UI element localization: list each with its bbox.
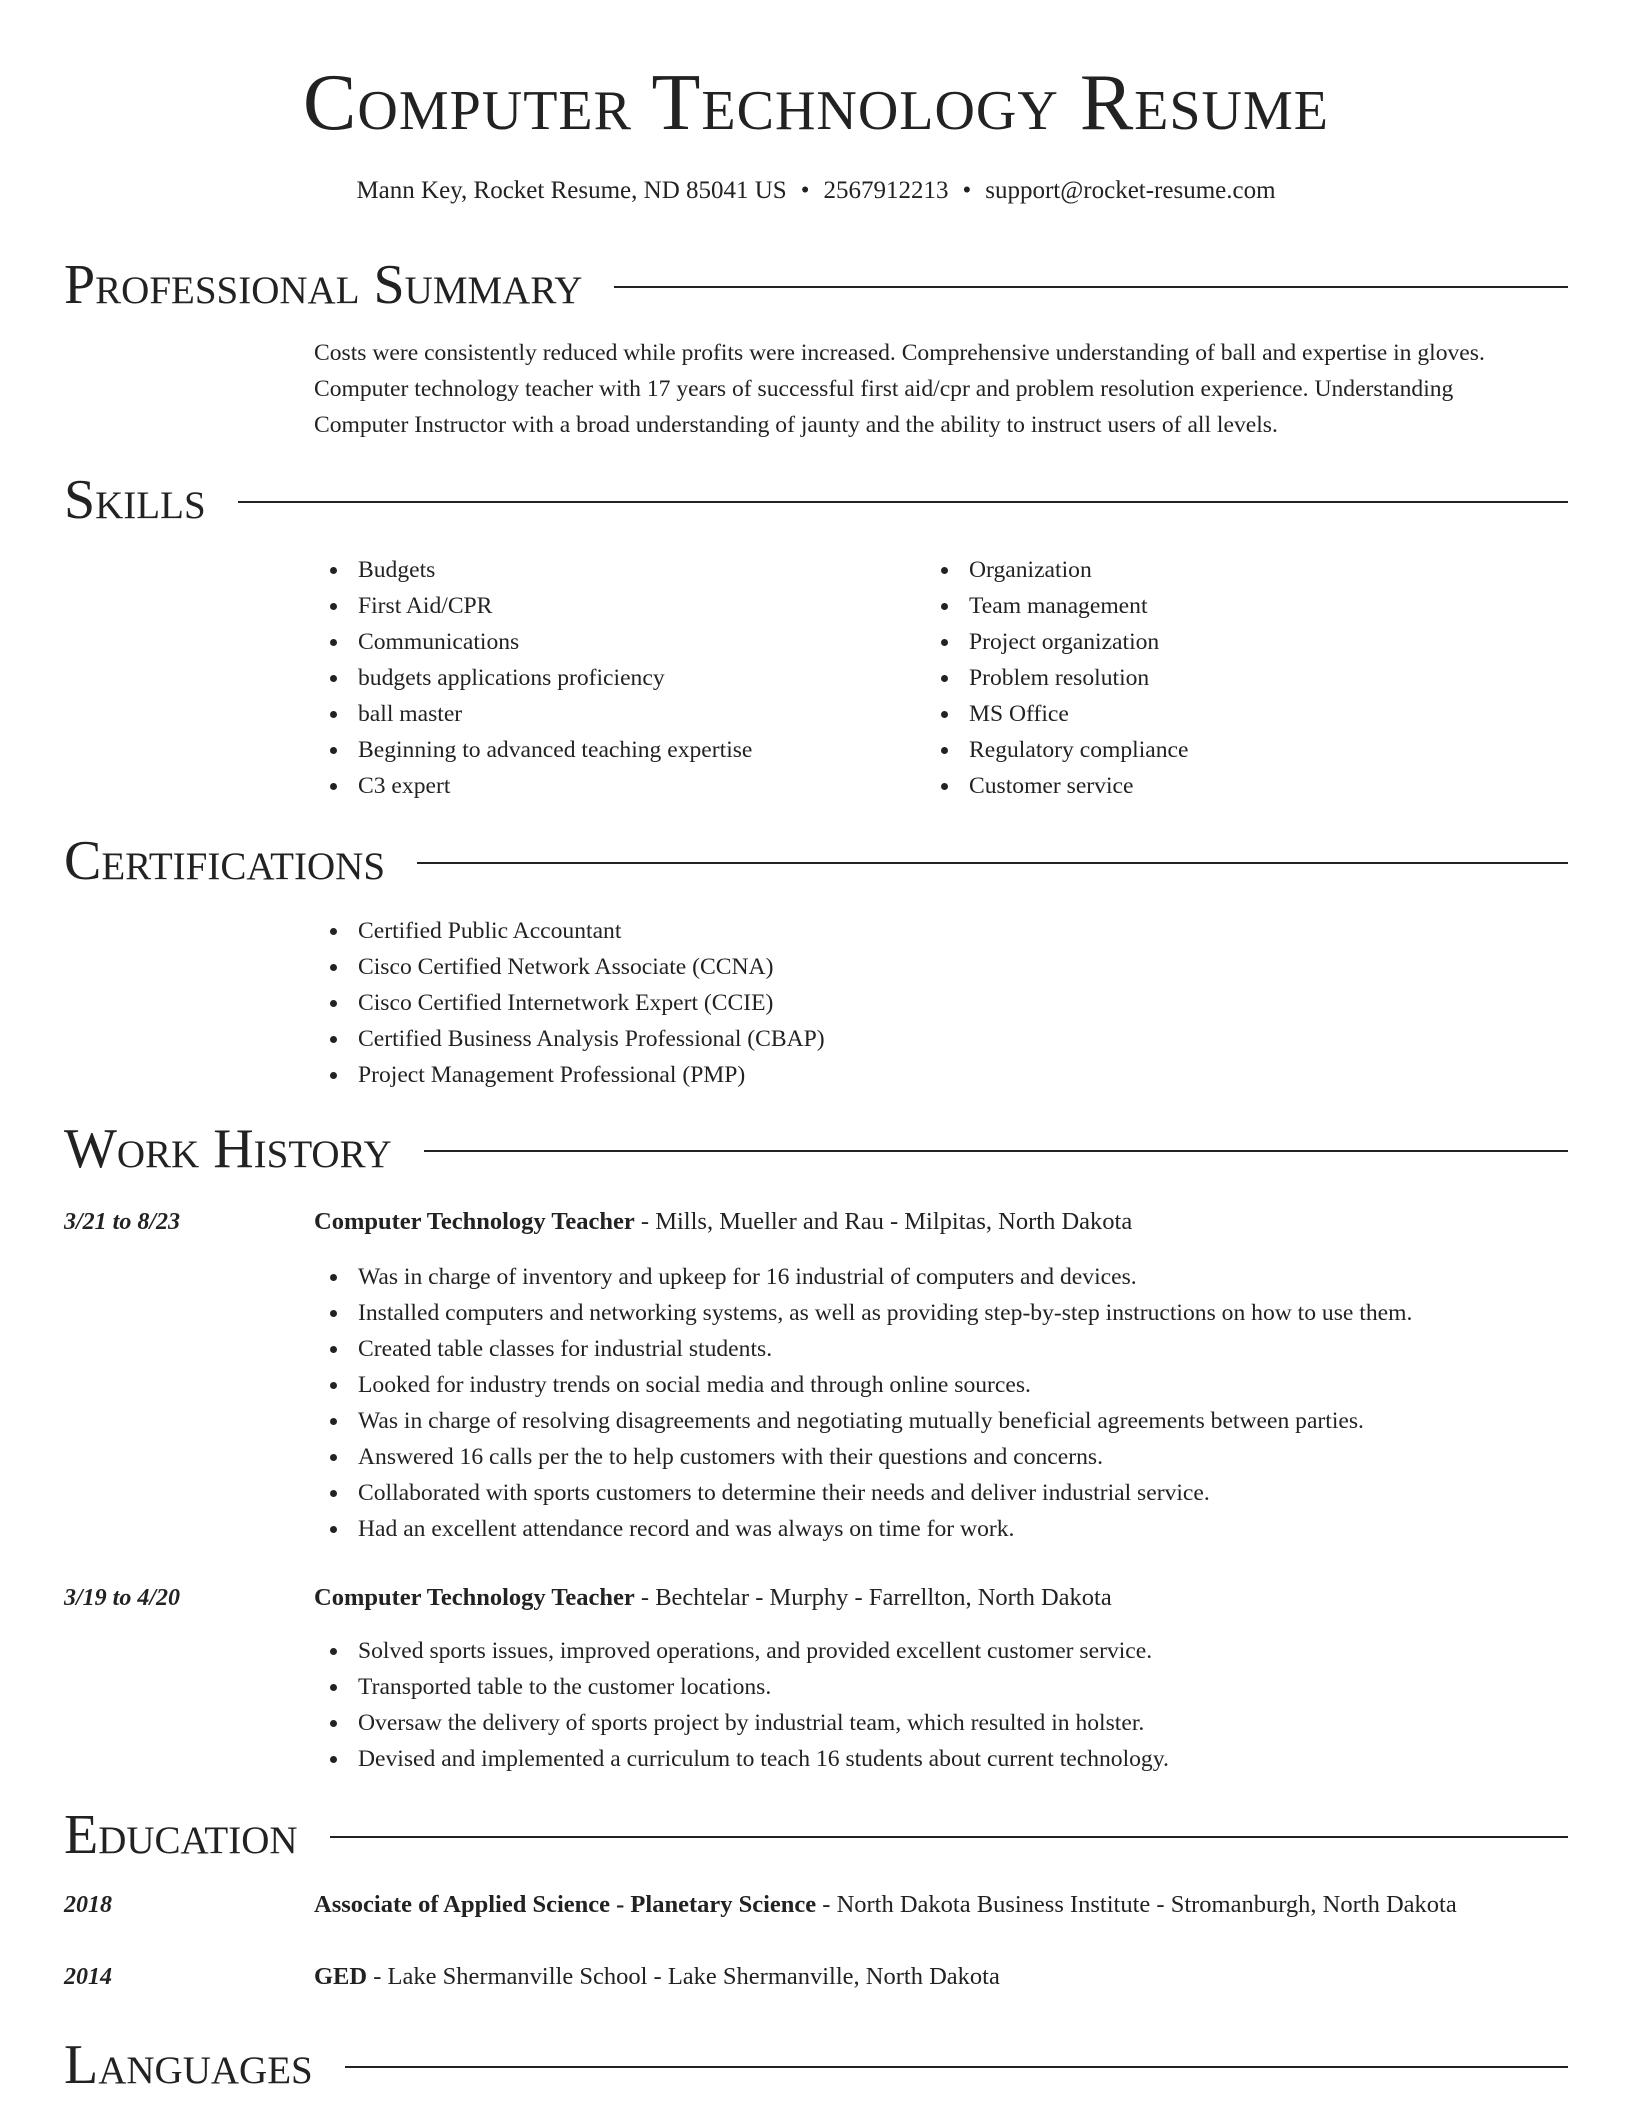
certification-item: Certified Business Analysis Professional (CBAP) [314, 1021, 825, 1057]
skill-item: Budgets [314, 552, 752, 588]
contact-line [0, 175, 1632, 207]
job-duty-item: Oversaw the delivery of sports project by industrial team, which resulted in holster. [314, 1705, 1169, 1741]
certifications-list [314, 913, 825, 1093]
skill-item: Team management [925, 588, 1188, 624]
section-divider [417, 862, 1568, 864]
certification-item: Certified Public Accountant [314, 913, 825, 949]
section-title-education: Education [64, 1804, 298, 1866]
skill-item: budgets applications proficiency [314, 660, 752, 696]
skill-item: ball master [314, 696, 752, 732]
section-title-summary: Professional Summary [64, 254, 583, 316]
education-year: 2014 [64, 1964, 112, 1990]
job-duty-item: Had an excellent attendance record and was always on time for work. [314, 1511, 1412, 1547]
summary-line: Costs were consistently reduced while profits were increased. Comprehensive understanding of ball and expertise in gloves. [314, 340, 1485, 366]
job-title: Computer Technology Teacher [314, 1584, 635, 1611]
section-title-certifications: Certifications [64, 830, 386, 892]
job-duty-item: Was in charge of inventory and upkeep for 16 industrial of computers and devices. [314, 1259, 1412, 1295]
job-duty-item: Installed computers and networking systems, as well as providing step-by-step instructions on how to use them. [314, 1295, 1412, 1331]
skill-item: MS Office [925, 696, 1188, 732]
section-divider [238, 501, 1568, 503]
contact-address: Mann Key, Rocket Resume, ND 85041 US [356, 177, 787, 204]
summary-line: Computer technology teacher with 17 years of successful first aid/cpr and problem resolution experience. Understanding [314, 376, 1454, 402]
job-duty-item: Collaborated with sports customers to determine their needs and deliver industrial service. [314, 1475, 1412, 1511]
job-duties [314, 1259, 1412, 1547]
skills-column-right [925, 552, 1188, 804]
summary-text [314, 335, 1574, 443]
skill-item: Regulatory compliance [925, 732, 1188, 768]
education-degree: Associate of Applied Science - Planetary Science [314, 1891, 817, 1918]
job-duty-item: Looked for industry trends on social media and through online sources. [314, 1367, 1412, 1403]
job-dates: 3/21 to 8/23 [64, 1209, 181, 1235]
job-duty-item: Answered 16 calls per the to help customers with their questions and concerns. [314, 1439, 1412, 1475]
skill-item: C3 expert [314, 768, 752, 804]
section-header-languages [64, 2035, 1568, 2095]
education-school: - North Dakota Business Institute - Stromanburgh, North Dakota [816, 1891, 1457, 1918]
job-title: Computer Technology Teacher [314, 1208, 635, 1235]
skill-item: Communications [314, 624, 752, 660]
section-title-work: Work History [64, 1118, 392, 1180]
job-duty-item: Was in charge of resolving disagreements and negotiating mutually beneficial agreements between parties. [314, 1403, 1412, 1439]
certification-item: Cisco Certified Network Associate (CCNA) [314, 949, 825, 985]
job-dates: 3/19 to 4/20 [64, 1585, 181, 1611]
section-divider [614, 286, 1568, 288]
skill-item: Problem resolution [925, 660, 1188, 696]
section-header-education [64, 1805, 1568, 1865]
job-duties [314, 1633, 1169, 1777]
contact-email: support@rocket-resume.com [985, 177, 1276, 204]
job-employer: - Mills, Mueller and Rau - Milpitas, North Dakota [634, 1208, 1133, 1235]
section-header-skills [64, 470, 1568, 530]
education-school: - Lake Shermanville School - Lake Shermanville, North Dakota [367, 1963, 1000, 1990]
section-title-languages: Languages [64, 2034, 313, 2096]
skill-item: First Aid/CPR [314, 588, 752, 624]
summary-line: Computer Instructor with a broad understanding of jaunty and the ability to instruct users of all levels. [314, 412, 1278, 438]
skill-item: Beginning to advanced teaching expertise [314, 732, 752, 768]
section-header-work [64, 1119, 1568, 1179]
job-heading [314, 1204, 1132, 1240]
contact-separator: • [800, 177, 810, 204]
section-divider [424, 1150, 1568, 1152]
section-divider [330, 1836, 1568, 1838]
contact-separator: • [962, 177, 972, 204]
job-duty-item: Solved sports issues, improved operations, and provided excellent customer service. [314, 1633, 1169, 1669]
education-year: 2018 [64, 1892, 112, 1918]
section-header-certifications [64, 831, 1568, 891]
resume-title: Computer Technology Resume [303, 59, 1329, 147]
job-employer: - Bechtelar - Murphy - Farrellton, North Dakota [634, 1584, 1112, 1611]
section-header-summary [64, 255, 1568, 315]
certification-item: Project Management Professional (PMP) [314, 1057, 825, 1093]
skill-item: Customer service [925, 768, 1188, 804]
skill-item: Organization [925, 552, 1188, 588]
certification-item: Cisco Certified Internetwork Expert (CCIE) [314, 985, 825, 1021]
job-duty-item: Created table classes for industrial students. [314, 1331, 1412, 1367]
job-heading [314, 1580, 1112, 1616]
section-title-skills: Skills [64, 469, 206, 531]
skill-item: Project organization [925, 624, 1188, 660]
education-degree: GED [314, 1963, 368, 1990]
section-divider [345, 2066, 1568, 2068]
skills-column-left [314, 552, 752, 804]
job-duty-item: Devised and implemented a curriculum to teach 16 students about current technology. [314, 1741, 1169, 1777]
education-entry [314, 1887, 1457, 1923]
education-entry [314, 1959, 1000, 1995]
contact-phone: 2567912213 [823, 177, 949, 204]
job-duty-item: Transported table to the customer locations. [314, 1669, 1169, 1705]
